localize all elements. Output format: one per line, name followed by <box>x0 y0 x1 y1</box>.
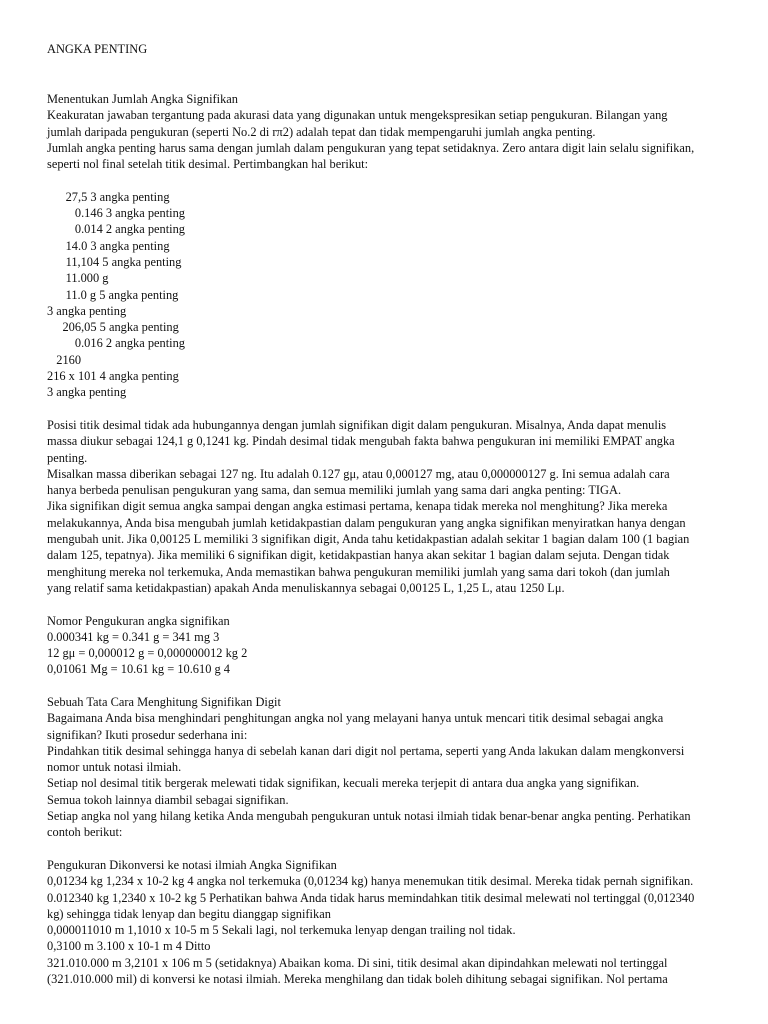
paragraph-line: Setiap angka nol yang hilang ketika Anda mengubah pengukuran untuk notasi ilmiah tidak benar-benar angka penting. Perhatikan <box>47 809 691 824</box>
section-heading: Pengukuran Dikonversi ke notasi ilmiah Angka Signifikan <box>47 857 337 872</box>
example-line: 14.0 3 angka penting <box>47 238 170 253</box>
paragraph-line: massa diukur sebagai 124,1 g 0,1241 kg. Pindah desimal tidak mengubah fakta bahwa pengukuran ini memiliki EMPAT angka <box>47 434 675 449</box>
paragraph-line: nomor untuk notasi ilmiah. <box>47 760 182 775</box>
example-line: 3 angka penting <box>47 303 127 318</box>
example-line: 11.0 g 5 angka penting <box>47 287 179 302</box>
paragraph-line: Misalkan massa diberikan sebagai 127 ng. Itu adalah 0.127 gμ, atau 0,000127 mg, atau 0,000000127 g. Ini semua adalah cara <box>47 466 670 481</box>
paragraph-line: Posisi titik desimal tidak ada hubungannya dengan jumlah signifikan digit dalam pengukuran. Misalnya, Anda dapat menulis <box>47 417 667 432</box>
example-line: 3 angka penting <box>47 385 127 400</box>
example-line: 206,05 5 angka penting <box>47 320 179 335</box>
section-heading: Nomor Pengukuran angka signifikan <box>47 613 230 628</box>
conversion-line: kg) sehingga tidak lenyap dan begitu dianggap signifikan <box>47 906 331 921</box>
paragraph-line: Semua tokoh lainnya diambil sebagai signifikan. <box>47 792 289 807</box>
paragraph-line: contoh berikut: <box>47 825 123 840</box>
paragraph-line: signifikan? Ikuti prosedur sederhana ini: <box>47 727 248 742</box>
page-title: ANGKA PENTING <box>47 42 148 56</box>
paragraph-line: yang relatif sama ketidakpastian) apakah Anda menuliskannya sebagai 0,00125 L, 1,25 L, atau 1250 Lμ. <box>47 580 565 595</box>
paragraph-line: penting. <box>47 450 88 465</box>
conversion-line: 321.010.000 m 3,2101 x 106 m 5 (setidaknya) Abaikan koma. Di sini, titik desimal akan dipindahkan melewati nol tertinggal <box>47 955 668 970</box>
document-body <box>47 91 727 987</box>
example-line: 216 x 101 4 angka penting <box>47 369 179 384</box>
example-line: 11,104 5 angka penting <box>47 254 182 269</box>
example-line: 27,5 3 angka penting <box>47 189 170 204</box>
conversion-line: 0,01234 kg 1,234 x 10-2 kg 4 angka nol terkemuka (0,01234 kg) hanya menemukan titik desimal. Mereka tidak pernah signifikan. <box>47 874 694 889</box>
example-line: 0.014 2 angka penting <box>47 222 185 237</box>
example-line: 11.000 g <box>47 271 109 286</box>
paragraph-line: mengubah unit. Jika 0,00125 L memiliki 3 signifikan digit, Anda tahu ketidakpastian adalah sekitar 1 bagian dalam 100 (1 bagian <box>47 532 690 547</box>
paragraph-line: Bagaimana Anda bisa menghindari penghitungan angka nol yang melayani hanya untuk mencari titik desimal sebagai angka <box>47 711 664 726</box>
paragraph-line: Jika signifikan digit semua angka sampai dengan angka estimasi pertama, kenapa tidak mereka nol menghitung? Jika mereka <box>47 499 668 514</box>
paragraph-line: melakukannya, Anda bisa mengubah jumlah ketidakpastian dalam pengukuran yang angka signifikan menyiratkan hanya dengan <box>47 515 686 530</box>
measurement-line: 0,01061 Mg = 10.61 kg = 10.610 g 4 <box>47 662 230 677</box>
example-line: 0.146 3 angka penting <box>47 206 185 221</box>
example-line: 0.016 2 angka penting <box>47 336 185 351</box>
conversion-line: 0.012340 kg 1,2340 x 10-2 kg 5 Perhatikan bahwa Anda tidak harus memindahkan titik desimal melewati nol tertinggal (0,012340 <box>47 890 695 905</box>
measurement-line: 0.000341 kg = 0.341 g = 341 mg 3 <box>47 629 220 644</box>
paragraph-line: Keakuratan jawaban tergantung pada akurasi data yang digunakan untuk mengekspresikan setiap pengukuran. Bilangan yang <box>47 108 668 123</box>
paragraph-line: menghitung mereka nol terkemuka, Anda memastikan bahwa pengukuran memiliki jumlah yang sama dari tokoh (dan jumlah <box>47 564 670 579</box>
conversion-line: 0,3100 m 3.100 x 10-1 m 4 Ditto <box>47 939 211 954</box>
paragraph-line: jumlah daripada pengukuran (seperti No.2 di rπ2) adalah tepat dan tidak mempengaruhi jumlah angka penting. <box>47 124 596 139</box>
section-heading: Menentukan Jumlah Angka Signifikan <box>47 92 238 106</box>
section-heading: Sebuah Tata Cara Menghitung Signifikan Digit <box>47 694 281 709</box>
paragraph-line: seperti nol final setelah titik desimal. Pertimbangkan hal berikut: <box>47 157 369 172</box>
paragraph-line: Jumlah angka penting harus sama dengan jumlah dalam pengukuran yang tepat setidaknya. Zero antara digit lain selalu signifikan, <box>47 140 695 155</box>
example-line: 2160 <box>47 352 82 367</box>
paragraph-line: Setiap nol desimal titik bergerak melewati tidak signifikan, kecuali mereka terjepit di antara dua angka yang signifikan. <box>47 776 640 791</box>
paragraph-line: dalam 125, tepatnya). Jika memiliki 6 signifikan digit, ketidakpastian hanya akan sekitar 1 bagian dalam sejuta. Dengan tidak <box>47 548 670 563</box>
measurement-line: 12 gμ = 0,000012 g = 0,000000012 kg 2 <box>47 646 248 661</box>
conversion-line: 0,000011010 m 1,1010 x 10-5 m 5 Sekali lagi, nol terkemuka lenyap dengan trailing nol tidak. <box>47 923 516 938</box>
paragraph-line: Pindahkan titik desimal sehingga hanya di sebelah kanan dari digit nol pertama, seperti yang Anda lakukan dalam mengkonversi <box>47 743 685 758</box>
conversion-line: (321.010.000 mil) di konversi ke notasi ilmiah. Mereka menghilang dan tidak boleh dihitung sebagai signifikan. Nol pertama <box>47 972 668 987</box>
paragraph-line: hanya berbeda penulisan pengukuran yang sama, dan semua memiliki jumlah yang sama dari angka penting: TIGA. <box>47 483 622 498</box>
